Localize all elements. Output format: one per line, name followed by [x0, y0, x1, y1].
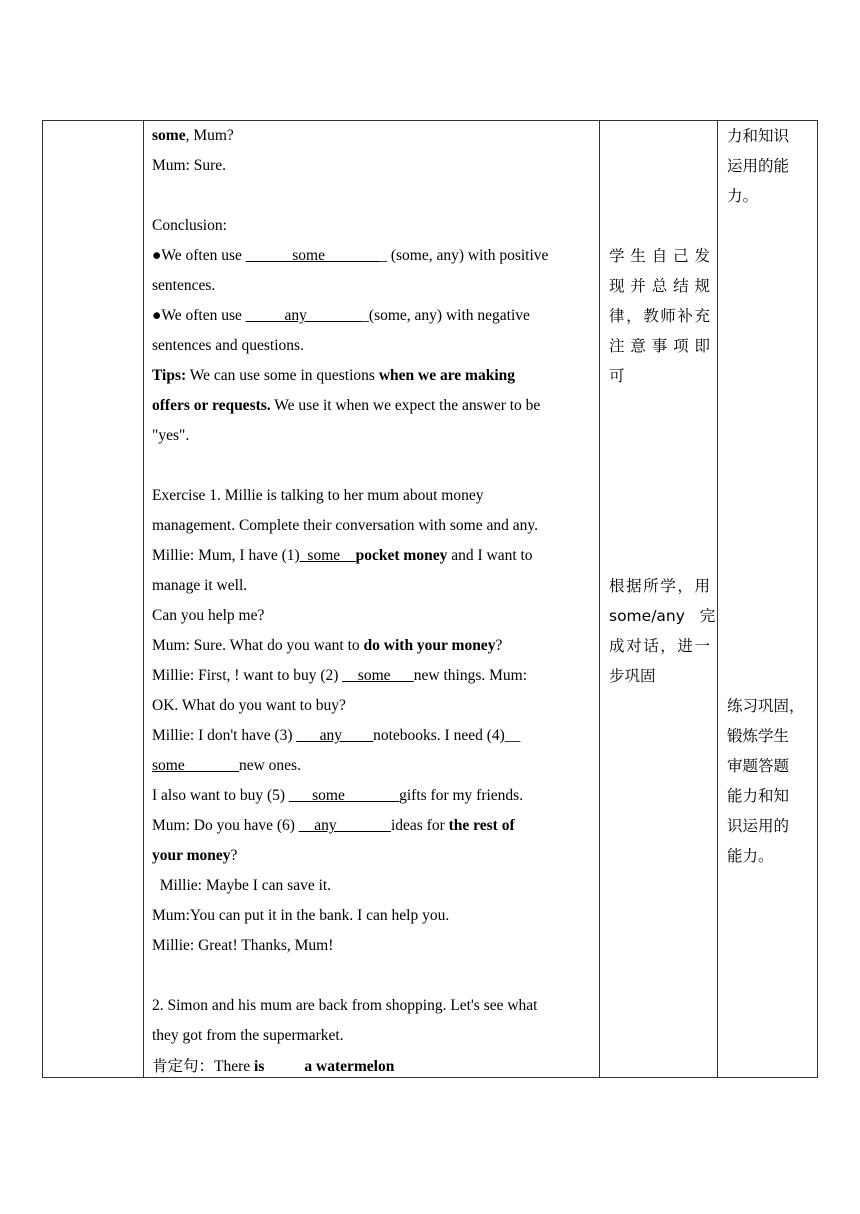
answer-blank: ___any____ — [296, 727, 374, 744]
answer-blank: _____any_______ — [245, 307, 362, 324]
dialogue-line: Can you help me? — [152, 607, 265, 624]
dialogue-line: Mum: Sure. What do you want to do with your money? — [152, 637, 503, 654]
tips-line: Tips: We can use some in questions when we are making — [152, 367, 516, 384]
teaching-step-cell — [43, 121, 143, 1077]
tips-line: "yes". — [152, 427, 190, 444]
purpose-line: 能力和知 — [727, 787, 790, 805]
purpose-line: 能力。 — [727, 847, 774, 865]
note-line: 成对话，进一 — [609, 637, 710, 655]
purpose-line: 力和知识 — [727, 127, 790, 145]
design-notes-cell — [600, 121, 718, 1077]
purpose-line: 运用的能 — [727, 157, 790, 175]
note-line: 律，教师补充 — [609, 307, 710, 325]
content-line: sentences. — [152, 277, 216, 294]
conclusion-heading: Conclusion: — [152, 217, 227, 234]
note-line: 学 生 自 己 发 — [609, 247, 710, 265]
content-line: they got from the supermarket. — [152, 1027, 344, 1044]
dialogue-line: manage it well. — [152, 577, 248, 594]
note-line: 步巩固 — [609, 667, 656, 685]
dialogue-line: Millie: First, ! want to buy (2) __some___new things. Mum: — [152, 667, 528, 684]
answer-blank: __any_______ — [298, 817, 391, 834]
note-line: 现 并 总 结 规 — [609, 277, 710, 295]
exercise-2-heading: 2. Simon and his mum are back from shopping. Let's see what — [152, 997, 538, 1014]
purpose-line: 力。 — [727, 187, 759, 205]
note-line: 注 意 事 项 即 — [609, 337, 710, 355]
dialogue-line: your money? — [152, 847, 238, 864]
blank-line — [152, 961, 594, 991]
exercise-1-heading: Exercise 1. Millie is talking to her mum about money — [152, 487, 484, 504]
teaching-content-cell — [144, 121, 600, 1077]
content-line: Mum: Sure. — [152, 157, 227, 174]
dialogue-line: Mum:You can put it in the bank. I can help you. — [152, 907, 450, 924]
content-line: sentences and questions. — [152, 337, 304, 354]
note-line: some/any 完 — [609, 607, 716, 625]
answer-blank: some_______ — [152, 757, 239, 774]
blank-line — [152, 451, 594, 481]
purpose-line: 审题答题 — [727, 757, 790, 775]
conclusion-rule-any: ●We often use _____any________(some, any) with negative — [152, 307, 530, 324]
conclusion-rule-some: ●We often use ______some________ (some, any) with positive — [152, 247, 549, 264]
affirmative-sentence-line: 肯定句：There is a watermelon — [152, 1057, 395, 1075]
note-line: 根据所学，用 — [609, 577, 710, 595]
purpose-line: 锻炼学生 — [727, 727, 790, 745]
answer-blank: _some__ — [299, 547, 356, 564]
answer-blank: __some___ — [342, 667, 414, 684]
dialogue-line: I also want to buy (5) ___some_______gifts for my friends. — [152, 787, 524, 804]
dialogue-line: OK. What do you want to buy? — [152, 697, 346, 714]
purpose-line: 识运用的 — [727, 817, 790, 835]
dialogue-line: Millie: Great! Thanks, Mum! — [152, 937, 334, 954]
dialogue-line: Millie: Maybe I can save it. — [152, 877, 332, 894]
tips-line: offers or requests. We use it when we expect the answer to be — [152, 397, 541, 414]
dialogue-line: Mum: Do you have (6) __any_______ideas for the rest of — [152, 817, 515, 834]
blank-line — [152, 181, 594, 211]
dialogue-line: some_______new ones. — [152, 757, 301, 774]
answer-blank: ______some_______ — [245, 247, 380, 264]
note-line: 可 — [609, 367, 625, 385]
answer-blank: ___some_______ — [288, 787, 400, 804]
design-purpose-cell — [718, 121, 818, 1077]
content-line: some, Mum? — [152, 127, 234, 144]
lesson-plan-table — [42, 120, 818, 1078]
dialogue-line: Millie: I don't have (3) ___any____notebooks. I need (4)__ — [152, 727, 521, 744]
dialogue-line: Millie: Mum, I have (1)_some__pocket money and I want to — [152, 547, 533, 564]
content-line: management. Complete their conversation with some and any. — [152, 517, 538, 534]
purpose-line: 练习巩固， — [727, 697, 805, 715]
